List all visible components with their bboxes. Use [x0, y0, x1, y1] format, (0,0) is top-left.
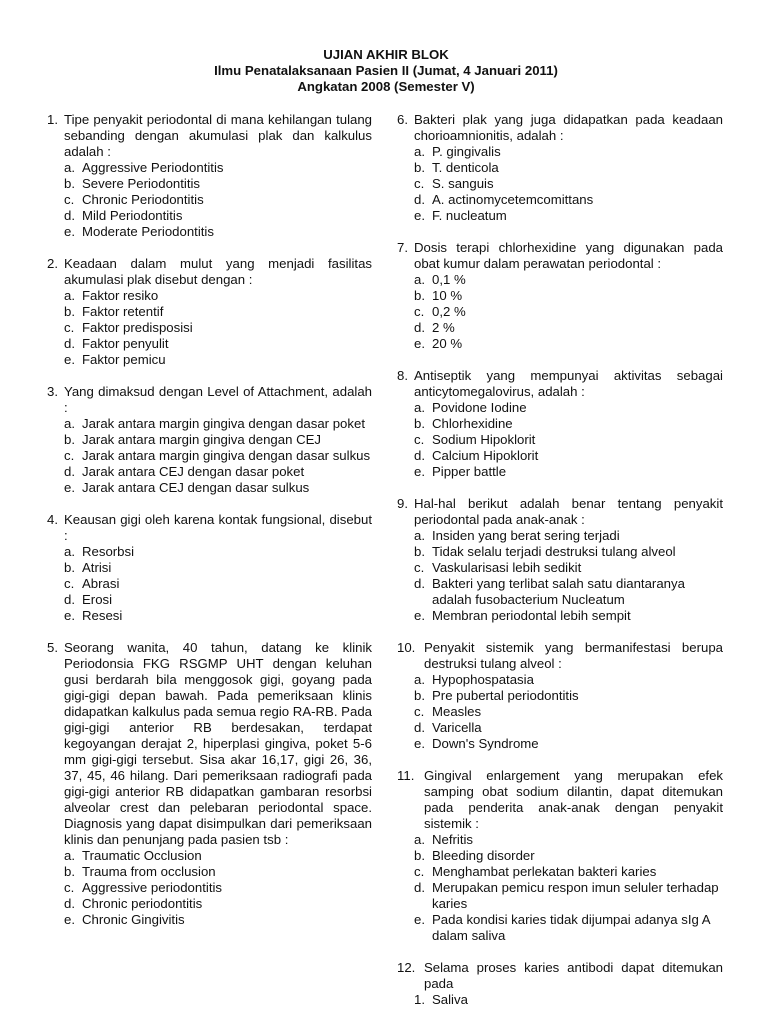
question-number: 6. — [397, 112, 408, 127]
option-letter: e. — [64, 480, 75, 495]
answer-option — [414, 688, 723, 704]
option-text: Bleeding disorder — [432, 848, 535, 863]
answer-option — [64, 912, 372, 928]
option-letter: b. — [64, 560, 75, 575]
option-text: Faktor pemicu — [82, 352, 166, 367]
option-text: Hypophospatasia — [432, 672, 534, 687]
answer-option — [414, 176, 723, 192]
option-letter: d. — [64, 896, 75, 911]
answer-option — [414, 448, 723, 464]
answer-option — [414, 736, 723, 752]
question-number: 1. — [47, 112, 58, 127]
option-letter: b. — [64, 432, 75, 447]
option-text: Calcium Hipoklorit — [432, 448, 539, 463]
answer-option — [414, 544, 723, 560]
option-text: Tidak selalu terjadi destruksi tulang alveol — [432, 544, 676, 559]
question-stem: Penyakit sistemik yang bermanifestasi berupa destruksi tulang alveol : — [424, 640, 723, 671]
option-text: Trauma from occlusion — [82, 864, 216, 879]
option-text: 20 % — [432, 336, 463, 351]
option-text: Down's Syndrome — [432, 736, 539, 751]
answer-option — [414, 320, 723, 336]
answer-option — [414, 400, 723, 416]
answer-option — [64, 880, 372, 896]
question — [47, 112, 372, 240]
option-letter: a. — [64, 544, 75, 559]
option-text: Faktor predisposisi — [82, 320, 193, 335]
option-text: Abrasi — [82, 576, 120, 591]
answer-option — [64, 432, 372, 448]
option-letter: a. — [64, 848, 75, 863]
answer-option — [64, 448, 372, 464]
option-text: Chronic Gingivitis — [82, 912, 185, 927]
option-letter: c. — [64, 576, 75, 591]
answer-option — [414, 160, 723, 176]
question-stem: Bakteri plak yang juga didapatkan pada keadaan chorioamnionitis, adalah : — [414, 112, 723, 143]
option-text: Atrisi — [82, 560, 112, 575]
option-letter: b. — [64, 176, 75, 191]
option-text: F. nucleatum — [432, 208, 507, 223]
answer-option — [64, 848, 372, 864]
option-text: Faktor retentif — [82, 304, 164, 319]
question-stem: Hal-hal berikut adalah benar tentang penyakit periodontal pada anak-anak : — [414, 496, 723, 527]
exam-subtitle: Ilmu Penatalaksanaan Pasien II (Jumat, 4 Januari 2011) — [214, 63, 558, 78]
option-text: Vaskularisasi lebih sedikit — [432, 560, 582, 575]
option-letter: e. — [64, 608, 75, 623]
option-text: Insiden yang berat sering terjadi — [432, 528, 620, 543]
answer-option — [414, 992, 723, 1008]
answer-option — [64, 464, 372, 480]
answer-option — [414, 912, 723, 944]
answer-option — [64, 352, 372, 368]
option-text: Membran periodontal lebih sempit — [432, 608, 631, 623]
question — [47, 640, 372, 928]
question — [47, 256, 372, 368]
answer-option — [64, 336, 372, 352]
answer-option — [64, 192, 372, 208]
option-letter: e. — [64, 912, 75, 927]
option-letter: b. — [414, 288, 425, 303]
question — [397, 240, 723, 352]
option-letter: a. — [64, 416, 75, 431]
option-letter: c. — [414, 304, 425, 319]
answer-option — [414, 576, 723, 608]
option-letter: e. — [414, 912, 425, 927]
option-text: Pre pubertal periodontitis — [432, 688, 579, 703]
option-letter: d. — [414, 880, 425, 895]
option-text: Sodium Hipoklorit — [432, 432, 536, 447]
option-letter: e. — [64, 224, 75, 239]
option-letter: b. — [414, 848, 425, 863]
exam-cohort: Angkatan 2008 (Semester V) — [297, 79, 475, 94]
option-text: Jarak antara margin gingiva dengan dasar sulkus — [82, 448, 371, 463]
option-text: Chronic Periodontitis — [82, 192, 204, 207]
option-letter: c. — [64, 448, 75, 463]
question-number: 4. — [47, 512, 58, 527]
option-text: P. gingivalis — [432, 144, 501, 159]
answer-option — [414, 144, 723, 160]
question — [47, 384, 372, 496]
option-text: 2 % — [432, 320, 455, 335]
option-letter: d. — [414, 720, 425, 735]
option-letter: b. — [64, 304, 75, 319]
answer-option — [64, 576, 372, 592]
answer-option — [414, 272, 723, 288]
answer-option — [414, 336, 723, 352]
option-letter: e. — [414, 336, 425, 351]
option-text: 0,1 % — [432, 272, 466, 287]
answer-option — [414, 432, 723, 448]
option-letter: d. — [64, 592, 75, 607]
answer-option — [64, 416, 372, 432]
option-letter: c. — [64, 880, 75, 895]
answer-option — [64, 320, 372, 336]
answer-option — [64, 480, 372, 496]
answer-option — [414, 880, 723, 912]
question-stem: Seorang wanita, 40 tahun, datang ke klinik Periodonsia FKG RSGMP UHT dengan keluhan gusi berdarah bila menggosok gigi, goyang pada gigi-gigi depan bawah. Pada pemeriksaan klinis didapatkan kalkulus pada semua regio RA-RB. Pada gigi-gigi anterior RB berdesakan, terdapat kegoyangan derajat 2, hiperplasi gingiva, poket 5-6 mm gigi-gigi tersebut. Sisa akar 16,17, gigi 26, 36, 37, 45, 46 hilang. Dari pemeriksaan radiografi pada gigi-gigi anterior RB didapatkan gambaran resorbsi alveolar crest dan pelebaran periodontal space. Diagnosis yang dapat disimpulkan dari pemeriksaan klinis dan penunjang pada pasien tsb : — [64, 640, 372, 847]
option-text: Jarak antara margin gingiva dengan dasar poket — [82, 416, 365, 431]
answer-option — [64, 864, 372, 880]
option-text: Faktor resiko — [82, 288, 159, 303]
option-letter: d. — [64, 464, 75, 479]
option-text: 10 % — [432, 288, 463, 303]
answer-option — [414, 832, 723, 848]
option-text: Aggressive periodontitis — [82, 880, 223, 895]
option-text: Mild Periodontitis — [82, 208, 183, 223]
option-letter: c. — [64, 320, 75, 335]
question-number: 9. — [397, 496, 408, 511]
question-number: 10. — [397, 640, 416, 655]
exam-title: UJIAN AKHIR BLOK — [323, 47, 449, 62]
answer-option — [64, 560, 372, 576]
option-letter: d. — [64, 336, 75, 351]
option-text: Pipper battle — [432, 464, 507, 479]
question-number: 3. — [47, 384, 58, 399]
option-letter: a. — [64, 288, 75, 303]
answer-option — [414, 464, 723, 480]
option-letter: d. — [414, 192, 425, 207]
option-letter: e. — [64, 352, 75, 367]
answer-option — [414, 416, 723, 432]
option-letter: d. — [414, 320, 425, 335]
option-list — [414, 672, 723, 752]
option-letter: b. — [414, 544, 425, 559]
option-text: Merupakan pemicu respon imun seluler terhadap karies — [432, 880, 719, 911]
option-list — [414, 992, 723, 1008]
answer-option — [64, 304, 372, 320]
option-text: Nefritis — [432, 832, 474, 847]
option-letter: e. — [414, 608, 425, 623]
answer-option — [414, 208, 723, 224]
option-text: Aggressive Periodontitis — [82, 160, 224, 175]
option-text: Varicella — [432, 720, 482, 735]
option-letter: e. — [414, 736, 425, 751]
answer-option — [64, 592, 372, 608]
answer-option — [64, 224, 372, 240]
option-text: T. denticola — [432, 160, 499, 175]
question — [397, 112, 723, 224]
answer-option — [64, 608, 372, 624]
option-letter: a. — [414, 144, 425, 159]
question — [397, 496, 723, 624]
option-letter: d. — [414, 576, 425, 591]
question-number: 5. — [47, 640, 58, 655]
option-text: Bakteri yang terlibat salah satu diantaranya adalah fusobacterium Nucleatum — [432, 576, 685, 607]
question-number: 8. — [397, 368, 408, 383]
option-letter: d. — [414, 448, 425, 463]
option-letter: e. — [414, 464, 425, 479]
option-text: S. sanguis — [432, 176, 494, 191]
answer-option — [414, 864, 723, 880]
question-number: 11. — [397, 768, 415, 783]
answer-option — [414, 704, 723, 720]
option-list — [64, 160, 372, 240]
option-text: Measles — [432, 704, 482, 719]
question-stem: Tipe penyakit periodontal di mana kehilangan tulang sebanding dengan akumulasi plak dan kalkulus adalah : — [64, 112, 372, 159]
option-letter: a. — [414, 832, 425, 847]
option-text: Resesi — [82, 608, 123, 623]
option-text: Chronic periodontitis — [82, 896, 203, 911]
question — [397, 768, 723, 944]
option-letter: d. — [64, 208, 75, 223]
option-list — [414, 832, 723, 944]
answer-option — [414, 192, 723, 208]
answer-option — [414, 672, 723, 688]
option-letter: a. — [414, 672, 425, 687]
option-list — [64, 288, 372, 368]
answer-option — [414, 288, 723, 304]
option-letter: a. — [414, 272, 425, 287]
option-list — [414, 400, 723, 480]
option-letter: c. — [414, 864, 425, 879]
option-letter: c. — [414, 704, 425, 719]
answer-option — [64, 160, 372, 176]
question-number: 2. — [47, 256, 58, 271]
question-stem: Selama proses karies antibodi dapat ditemukan pada — [424, 960, 723, 991]
option-letter: b. — [414, 688, 425, 703]
answer-option — [414, 560, 723, 576]
option-letter: b. — [414, 416, 425, 431]
option-list — [414, 528, 723, 624]
option-list — [414, 272, 723, 352]
option-letter: a. — [64, 160, 75, 175]
option-text: Saliva — [432, 992, 468, 1007]
option-text: Resorbsi — [82, 544, 135, 559]
option-letter: a. — [414, 400, 425, 415]
answer-option — [414, 848, 723, 864]
option-letter: a. — [414, 528, 425, 543]
option-text: Severe Periodontitis — [82, 176, 201, 191]
option-text: Erosi — [82, 592, 113, 607]
option-letter: b. — [414, 160, 425, 175]
option-list — [64, 416, 372, 496]
question — [47, 512, 372, 624]
option-text: Jarak antara CEJ dengan dasar poket — [82, 464, 305, 479]
left-column — [47, 112, 372, 944]
option-text: Povidone Iodine — [432, 400, 527, 415]
option-text: A. actinomycetemcomittans — [432, 192, 594, 207]
answer-option — [414, 608, 723, 624]
answer-option — [64, 896, 372, 912]
question — [397, 960, 723, 1008]
option-text: Menghambat perlekatan bakteri karies — [432, 864, 657, 879]
option-letter: b. — [64, 864, 75, 879]
option-list — [64, 848, 372, 928]
option-text: Chlorhexidine — [432, 416, 513, 431]
option-letter: c. — [414, 432, 425, 447]
option-text: Pada kondisi karies tidak dijumpai adanya sIg A dalam saliva — [432, 912, 710, 943]
option-letter: c. — [414, 176, 425, 191]
question-number: 7. — [397, 240, 408, 255]
option-letter: e. — [414, 208, 425, 223]
exam-header — [0, 47, 768, 95]
answer-option — [414, 720, 723, 736]
option-list — [64, 544, 372, 624]
option-letter: c. — [414, 560, 425, 575]
question-stem: Antiseptik yang mempunyai aktivitas sebagai anticytomegalovirus, adalah : — [414, 368, 723, 399]
answer-option — [64, 288, 372, 304]
option-text: Faktor penyulit — [82, 336, 169, 351]
question-stem: Keausan gigi oleh karena kontak fungsional, disebut : — [64, 512, 372, 543]
option-letter: c. — [64, 192, 75, 207]
question-stem: Yang dimaksud dengan Level of Attachment, adalah : — [64, 384, 372, 415]
answer-option — [64, 176, 372, 192]
option-list — [414, 144, 723, 224]
option-text: Moderate Periodontitis — [82, 224, 214, 239]
answer-option — [64, 544, 372, 560]
question-number: 12. — [397, 960, 416, 975]
option-text: Jarak antara margin gingiva dengan CEJ — [82, 432, 321, 447]
option-letter: 1. — [414, 992, 425, 1007]
question-stem: Dosis terapi chlorhexidine yang digunakan pada obat kumur dalam perawatan periodontal : — [414, 240, 723, 271]
question — [397, 640, 723, 752]
question-stem: Gingival enlargement yang merupakan efek samping obat sodium dilantin, dapat ditemukan pada penderita anak-anak dengan penyakit sistemik : — [424, 768, 723, 831]
answer-option — [414, 528, 723, 544]
option-text: Jarak antara CEJ dengan dasar sulkus — [82, 480, 310, 495]
right-column — [397, 112, 723, 1024]
option-text: 0,2 % — [432, 304, 466, 319]
question-stem: Keadaan dalam mulut yang menjadi fasilitas akumulasi plak disebut dengan : — [64, 256, 372, 287]
question — [397, 368, 723, 480]
answer-option — [64, 208, 372, 224]
answer-option — [414, 304, 723, 320]
option-text: Traumatic Occlusion — [82, 848, 202, 863]
